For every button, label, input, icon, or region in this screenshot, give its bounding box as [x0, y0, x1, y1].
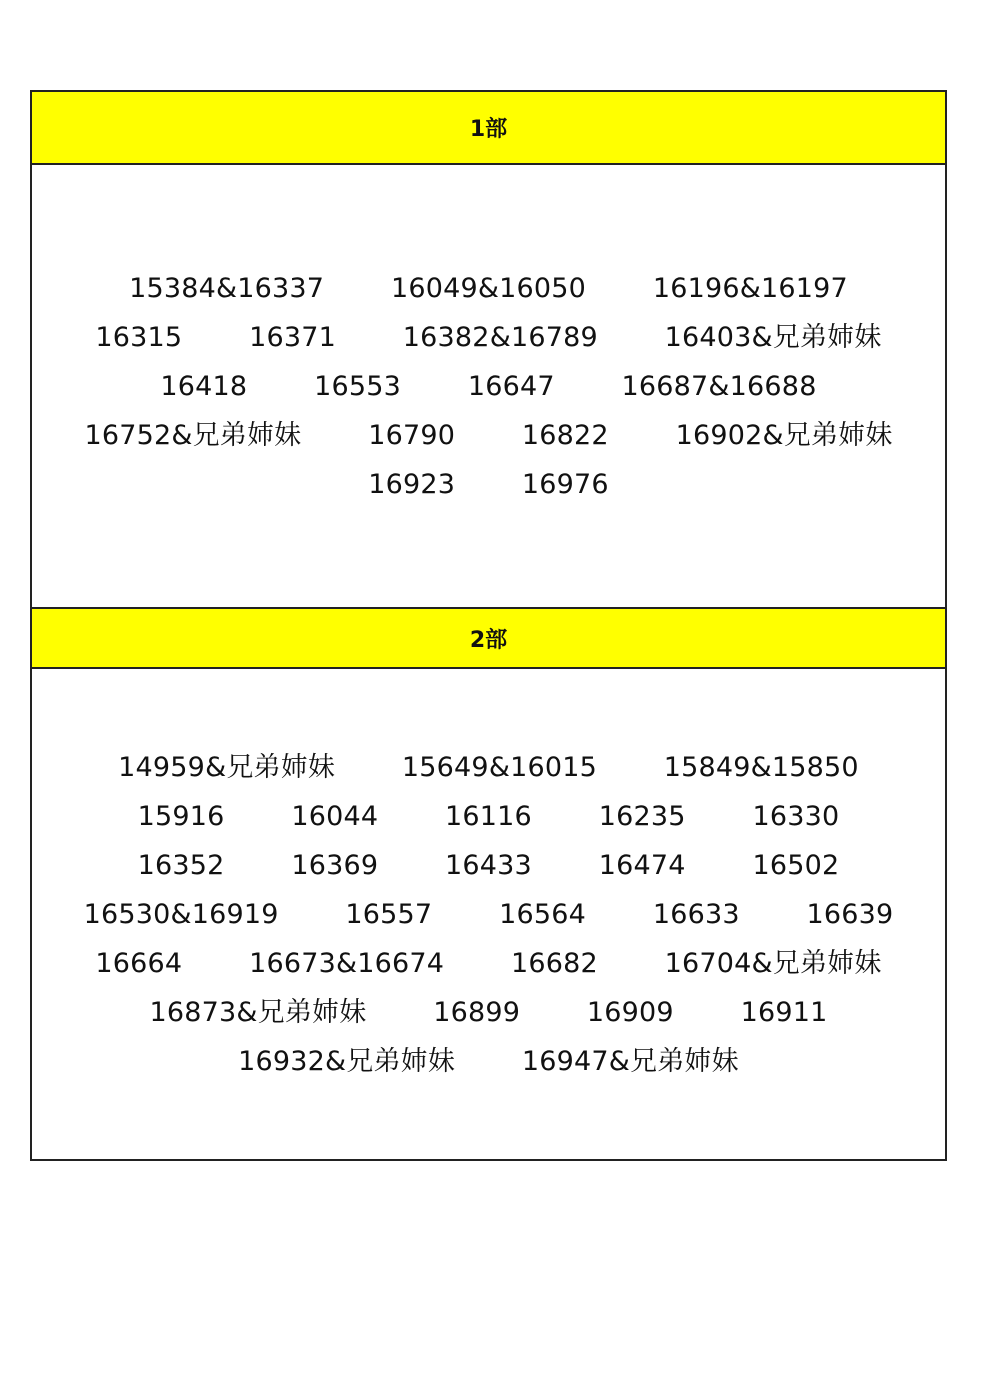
section-2-header — [32, 607, 945, 669]
section-2-number-list — [32, 743, 945, 1086]
entry-number: 16822 — [521, 419, 609, 451]
entry-number: 16235 — [598, 800, 686, 832]
entry-number: 16382&16789 — [402, 321, 598, 353]
entry-number: 16932&兄弟姉妹 — [238, 1045, 456, 1077]
section-2-body — [32, 669, 945, 1159]
entry-number: 16633 — [652, 898, 740, 930]
entry-number: 16902&兄弟姉妹 — [675, 419, 893, 451]
entry-number: 16433 — [445, 849, 532, 881]
entry-number: 16049&16050 — [390, 272, 587, 304]
entry-number: 16911 — [740, 996, 828, 1028]
entry-number: 16553 — [314, 370, 402, 402]
entry-number: 16474 — [598, 849, 686, 881]
entry-number: 16315 — [95, 321, 183, 353]
entry-number: 16647 — [467, 370, 555, 402]
entry-number: 16116 — [445, 800, 532, 832]
section-2-title: 2部 — [469, 627, 508, 653]
entry-number: 16682 — [510, 947, 598, 979]
entry-number: 16352 — [137, 849, 225, 881]
entry-number: 16639 — [806, 898, 894, 930]
entry-number: 15649&16015 — [401, 751, 597, 783]
entry-number: 16664 — [95, 947, 183, 979]
entry-number: 16369 — [291, 849, 379, 881]
section-1-header — [32, 92, 945, 165]
entry-number: 16909 — [586, 996, 674, 1028]
entry-number: 16687&16688 — [621, 370, 817, 402]
entry-number: 16418 — [160, 370, 248, 402]
entry-number: 16752&兄弟姉妹 — [84, 419, 302, 451]
entry-number: 16371 — [249, 321, 336, 353]
entry-number: 16673&16674 — [249, 947, 445, 979]
entry-number: 16564 — [499, 898, 587, 930]
entry-number: 16530&16919 — [83, 898, 279, 930]
entry-number: 16044 — [291, 800, 379, 832]
section-1-title: 1部 — [469, 117, 508, 142]
entry-number: 16923 — [368, 468, 456, 500]
entry-number: 16330 — [752, 800, 840, 832]
entry-number: 16502 — [752, 849, 840, 881]
entry-number: 15916 — [137, 800, 225, 832]
entry-number: 16704&兄弟姉妹 — [664, 947, 882, 979]
entry-number: 16403&兄弟姉妹 — [664, 321, 882, 353]
entry-number: 16873&兄弟姉妹 — [149, 996, 367, 1028]
results-table — [30, 90, 947, 1161]
entry-number: 16899 — [433, 996, 521, 1028]
entry-number: 15384&16337 — [129, 272, 325, 304]
entry-number: 15849&15850 — [663, 751, 859, 783]
entry-number: 16196&16197 — [652, 272, 848, 304]
section-1-body — [32, 165, 945, 607]
entry-number: 14959&兄弟姉妹 — [118, 751, 336, 783]
section-1-number-list — [32, 264, 945, 509]
entry-number: 16947&兄弟姉妹 — [521, 1045, 739, 1077]
entry-number: 16976 — [521, 468, 609, 500]
entry-number: 16557 — [345, 898, 433, 930]
entry-number: 16790 — [368, 419, 456, 451]
